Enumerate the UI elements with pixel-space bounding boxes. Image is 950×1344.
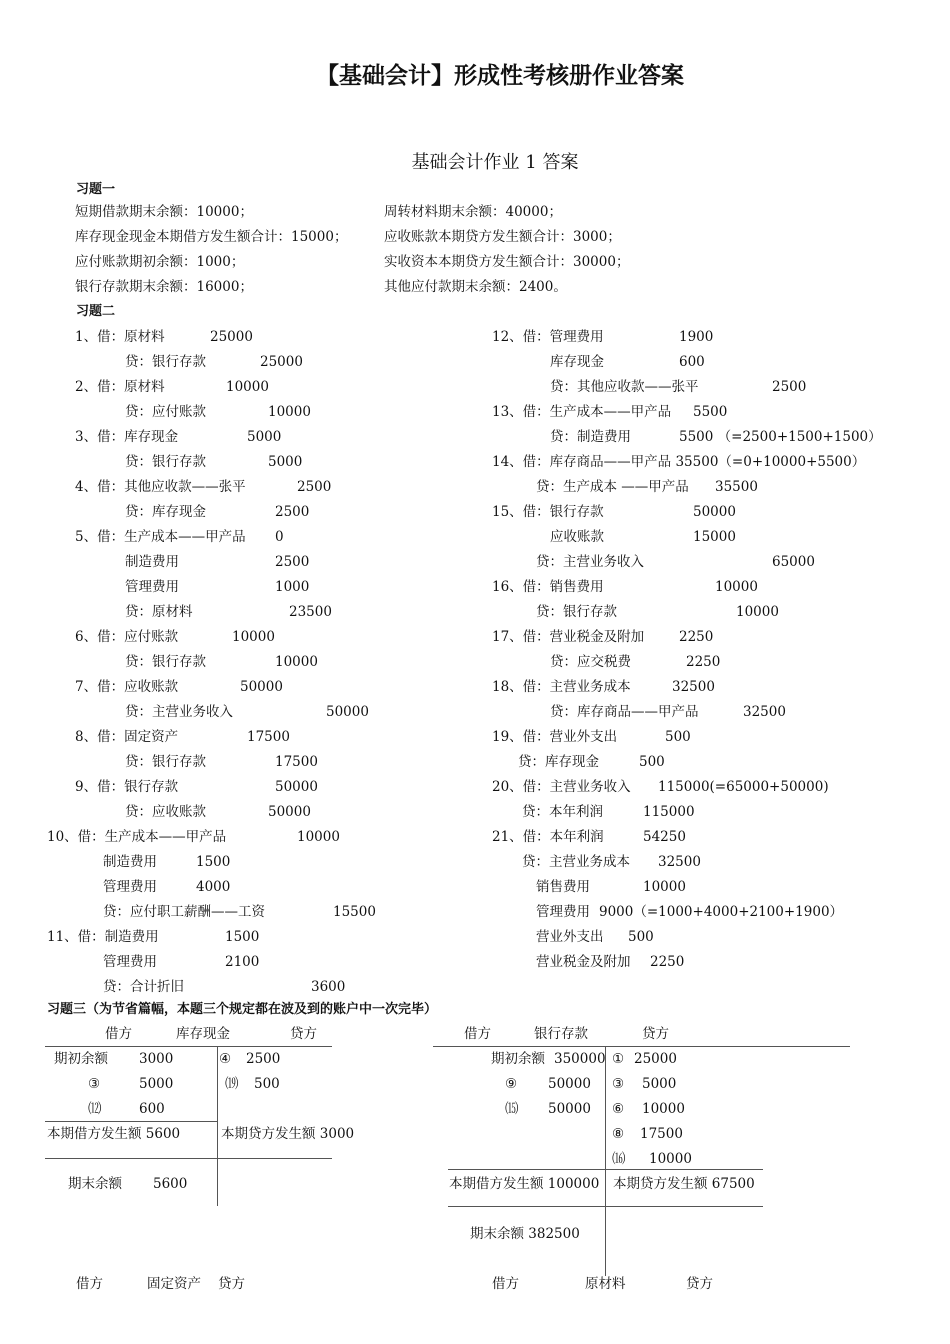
journal-line-amount: 0 — [275, 529, 284, 545]
journal-line-account: 贷：银行存款 — [125, 654, 206, 670]
journal-line-account: 6、借：应付账款 — [75, 629, 179, 645]
entry-amount: 50000 — [548, 1101, 591, 1117]
journal-line-amount: 2250 — [686, 654, 721, 670]
journal-line-amount: 32500 — [743, 704, 786, 720]
journal-line-account: 13、借：生产成本——甲产品 — [492, 404, 672, 420]
t-account-rule — [448, 1169, 763, 1170]
exercise-1-right-item: 实收资本本期贷方发生额合计：30000； — [384, 254, 630, 270]
journal-line-amount: 10000 — [643, 879, 686, 895]
journal-line-amount: 10000 — [268, 404, 311, 420]
ending-balance: 期末余额 382500 — [470, 1226, 580, 1242]
debit-label: 借方 — [492, 1276, 519, 1292]
journal-line-account: 5、借：生产成本——甲产品 — [75, 529, 246, 545]
journal-line-account: 贷：本年利润 — [522, 804, 603, 820]
page-title: 【基础会计】形成性考核册作业答案 — [316, 63, 684, 89]
journal-line-amount: 32500 — [658, 854, 701, 870]
journal-line-account: 制造费用 — [125, 554, 179, 570]
account-name: 原材料 — [585, 1276, 626, 1292]
t-account-rule — [448, 1206, 763, 1207]
credit-label: 贷方 — [218, 1276, 245, 1292]
journal-line-account: 9、借：银行存款 — [75, 779, 179, 795]
page-subtitle: 基础会计作业 1 答案 — [411, 152, 579, 173]
journal-line-account: 贷：原材料 — [125, 604, 193, 620]
t-account-rule — [45, 1121, 217, 1122]
journal-line-account: 7、借：应收账款 — [75, 679, 179, 695]
journal-line-amount: 2500 — [275, 504, 310, 520]
journal-line-account: 贷：应收账款 — [125, 804, 206, 820]
journal-line-amount: 10000 — [226, 379, 269, 395]
journal-line-amount: 2250 — [679, 629, 714, 645]
entry-label: 期初余额 — [54, 1051, 108, 1067]
journal-line-account: 制造费用 — [103, 854, 157, 870]
journal-line-amount: 2500 — [772, 379, 807, 395]
exercise-3-heading: 习题三（为节省篇幅，本题三个规定都在波及到的账户中一次完毕） — [47, 1002, 438, 1017]
entry-label: ⑥ — [612, 1101, 625, 1117]
exercise-1-left-item: 银行存款期末余额：16000； — [75, 279, 253, 295]
journal-line-amount: 4000 — [196, 879, 231, 895]
journal-line-amount: 5500 （=2500+1500+1500） — [679, 429, 882, 445]
exercise-1-right-item: 其他应付款期末余额：2400。 — [384, 279, 567, 295]
journal-line-amount: 500 — [665, 729, 691, 745]
entry-amount: 5000 — [642, 1076, 677, 1092]
entry-amount: 600 — [139, 1101, 165, 1117]
journal-line-account: 管理费用 — [103, 954, 157, 970]
credit-total: 本期贷方发生额 3000 — [221, 1126, 355, 1142]
entry-label: 期初余额 — [491, 1051, 545, 1067]
journal-line-account: 贷：合计折旧 — [103, 979, 184, 995]
entry-label: ③ — [612, 1076, 625, 1092]
journal-line-amount: 1900 — [679, 329, 714, 345]
journal-line-account: 15、借：银行存款 — [492, 504, 604, 520]
journal-line-amount: 2500 — [275, 554, 310, 570]
exercise-1-left-item: 库存现金现金本期借方发生额合计：15000； — [75, 229, 348, 245]
exercise-1-right-item: 应收账款本期贷方发生额合计：3000； — [384, 229, 621, 245]
debit-label: 借方 — [464, 1026, 491, 1042]
journal-line-account: 贷：库存现金 — [125, 504, 206, 520]
entry-amount: 350000 — [554, 1051, 606, 1067]
journal-line-account: 8、借：固定资产 — [75, 729, 179, 745]
journal-line-amount: 500 — [639, 754, 665, 770]
journal-line-amount: 115000(=65000+50000) — [658, 779, 829, 795]
journal-line-amount: 10000 — [715, 579, 758, 595]
entry-label: ⑧ — [612, 1126, 625, 1142]
entry-label: ⒆ — [225, 1076, 239, 1092]
entry-amount: 5000 — [139, 1076, 174, 1092]
journal-line-account: 21、借：本年利润 — [492, 829, 604, 845]
journal-line-account: 19、借：营业外支出 — [492, 729, 618, 745]
journal-line-amount: 17500 — [275, 754, 318, 770]
entry-label: ① — [612, 1051, 625, 1067]
credit-label: 贷方 — [290, 1026, 317, 1042]
journal-line-amount: 25000 — [260, 354, 303, 370]
journal-line-amount: 10000 — [736, 604, 779, 620]
account-name: 库存现金 — [176, 1026, 230, 1042]
journal-line-amount: 9000（=1000+4000+2100+1900） — [599, 904, 844, 920]
journal-line-amount: 3600 — [311, 979, 346, 995]
journal-line-account: 销售费用 — [536, 879, 590, 895]
journal-line-account: 贷：应交税费 — [550, 654, 631, 670]
journal-line-account: 16、借：销售费用 — [492, 579, 604, 595]
journal-line-amount: 115000 — [643, 804, 695, 820]
journal-line-amount: 1500 — [225, 929, 260, 945]
journal-line-account: 营业税金及附加 — [536, 954, 631, 970]
journal-line-account: 3、借：库存现金 — [75, 429, 179, 445]
journal-line-amount: 1000 — [275, 579, 310, 595]
journal-line-amount: 50000 — [240, 679, 283, 695]
entry-label: ⑨ — [505, 1076, 518, 1092]
journal-line-amount: 50000 — [326, 704, 369, 720]
ending-balance-label: 期末余额 — [68, 1176, 122, 1192]
journal-line-amount: 2100 — [225, 954, 260, 970]
journal-line-amount: 50000 — [268, 804, 311, 820]
journal-line-account: 营业外支出 — [536, 929, 604, 945]
journal-line-amount: 10000 — [275, 654, 318, 670]
journal-line-account: 管理费用 — [125, 579, 179, 595]
journal-line-account: 贷：应付账款 — [125, 404, 206, 420]
journal-line-account: 贷：其他应收款——张平 — [550, 379, 699, 395]
entry-label: ③ — [88, 1076, 101, 1092]
journal-line-amount: 500 — [628, 929, 654, 945]
journal-line-account: 12、借：管理费用 — [492, 329, 604, 345]
journal-line-amount: 15000 — [693, 529, 736, 545]
journal-line-account: 贷：主营业务收入 — [125, 704, 233, 720]
journal-line-account: 4、借：其他应收款——张平 — [75, 479, 246, 495]
t-account-divider — [217, 1046, 218, 1206]
entry-label: ⒂ — [505, 1101, 519, 1117]
account-name: 固定资产 — [147, 1276, 201, 1292]
journal-line-account: 11、借：制造费用 — [47, 929, 159, 945]
journal-line-account: 17、借：营业税金及附加 — [492, 629, 645, 645]
t-account-rule — [45, 1158, 332, 1159]
exercise-1-left-item: 短期借款期末余额：10000； — [75, 204, 253, 220]
journal-line-amount: 50000 — [275, 779, 318, 795]
journal-line-amount: 17500 — [247, 729, 290, 745]
journal-line-account: 贷：库存商品——甲产品 — [550, 704, 699, 720]
entry-amount: 50000 — [548, 1076, 591, 1092]
journal-line-account: 14、借：库存商品——甲产品 35500（=0+10000+5500） — [492, 454, 866, 470]
journal-line-amount: 2250 — [650, 954, 685, 970]
entry-amount: 500 — [254, 1076, 280, 1092]
journal-line-account: 应收账款 — [550, 529, 604, 545]
entry-label: ④ — [219, 1051, 232, 1067]
entry-label: ⑿ — [88, 1101, 102, 1117]
journal-line-account: 贷：制造费用 — [550, 429, 631, 445]
journal-line-account: 贷：银行存款 — [125, 354, 206, 370]
journal-line-account: 库存现金 — [550, 354, 604, 370]
debit-total: 本期借方发生额 100000 — [449, 1176, 600, 1192]
journal-line-amount: 15500 — [333, 904, 376, 920]
entry-amount: 10000 — [642, 1101, 685, 1117]
journal-line-account: 贷：应付职工薪酬——工资 — [103, 904, 265, 920]
journal-line-account: 20、借：主营业务收入 — [492, 779, 631, 795]
exercise-1-right-item: 周转材料期末余额：40000； — [384, 204, 562, 220]
journal-line-account: 2、借：原材料 — [75, 379, 165, 395]
exercise-1-heading: 习题一 — [76, 182, 116, 197]
journal-line-amount: 1500 — [196, 854, 231, 870]
t-account-divider — [605, 1046, 606, 1276]
journal-line-amount: 65000 — [772, 554, 815, 570]
journal-line-amount: 35500 — [715, 479, 758, 495]
journal-line-account: 1、借：原材料 — [75, 329, 165, 345]
journal-line-amount: 25000 — [210, 329, 253, 345]
credit-label: 贷方 — [686, 1276, 713, 1292]
entry-amount: 3000 — [139, 1051, 174, 1067]
journal-line-account: 管理费用 — [536, 904, 590, 920]
journal-line-account: 贷：主营业务成本 — [522, 854, 630, 870]
entry-amount: 10000 — [649, 1151, 692, 1167]
journal-line-account: 贷：生产成本 ——甲产品 — [536, 479, 689, 495]
journal-line-amount: 10000 — [297, 829, 340, 845]
journal-line-amount: 32500 — [672, 679, 715, 695]
journal-line-amount: 50000 — [693, 504, 736, 520]
debit-label: 借方 — [105, 1026, 132, 1042]
entry-amount: 17500 — [640, 1126, 683, 1142]
debit-label: 借方 — [76, 1276, 103, 1292]
journal-line-account: 管理费用 — [103, 879, 157, 895]
entry-label: ⒃ — [612, 1151, 626, 1167]
journal-line-account: 贷：银行存款 — [125, 454, 206, 470]
entry-amount: 25000 — [634, 1051, 677, 1067]
journal-line-account: 10、借：生产成本——甲产品 — [47, 829, 227, 845]
t-account-top-line — [45, 1046, 332, 1047]
journal-line-account: 贷：库存现金 — [518, 754, 599, 770]
journal-line-amount: 54250 — [643, 829, 686, 845]
journal-line-amount: 23500 — [289, 604, 332, 620]
entry-amount: 2500 — [246, 1051, 281, 1067]
ending-balance-amount: 5600 — [153, 1176, 188, 1192]
debit-total: 本期借方发生额 5600 — [47, 1126, 181, 1142]
journal-line-amount: 5000 — [268, 454, 303, 470]
credit-total: 本期贷方发生额 67500 — [613, 1176, 755, 1192]
journal-line-amount: 10000 — [232, 629, 275, 645]
journal-line-amount: 5500 — [693, 404, 728, 420]
journal-line-account: 贷：主营业务收入 — [536, 554, 644, 570]
journal-line-account: 贷：银行存款 — [536, 604, 617, 620]
exercise-2-heading: 习题二 — [76, 304, 116, 319]
credit-label: 贷方 — [642, 1026, 669, 1042]
journal-line-amount: 5000 — [247, 429, 282, 445]
journal-line-account: 贷：银行存款 — [125, 754, 206, 770]
t-account-top-line — [433, 1046, 850, 1047]
account-name: 银行存款 — [534, 1026, 588, 1042]
journal-line-account: 18、借：主营业务成本 — [492, 679, 631, 695]
journal-line-amount: 2500 — [297, 479, 332, 495]
journal-line-amount: 600 — [679, 354, 705, 370]
exercise-1-left-item: 应付账款期初余额：1000； — [75, 254, 245, 270]
